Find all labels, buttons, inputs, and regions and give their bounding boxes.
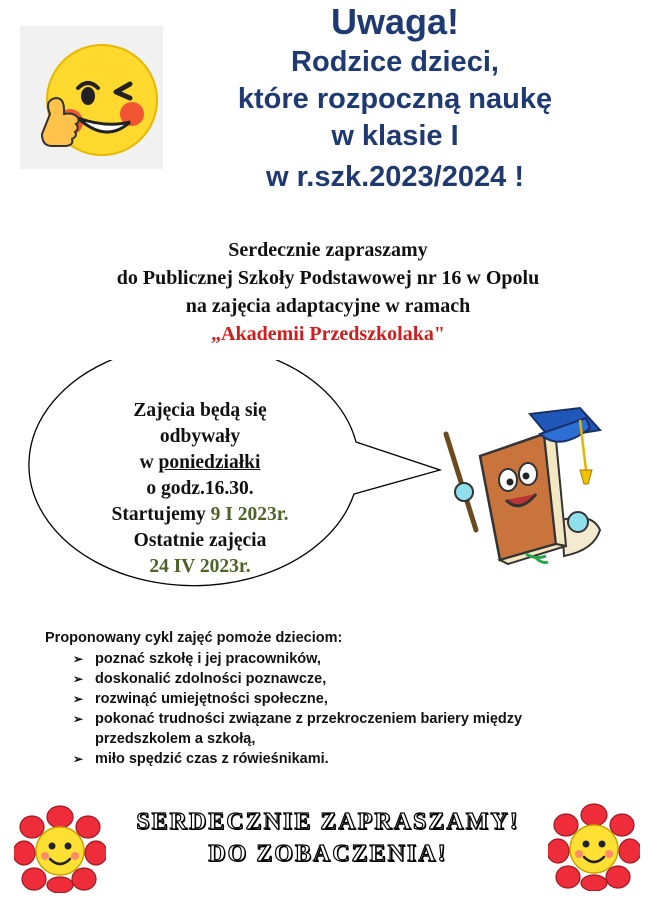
schedule-line-3 [80, 450, 320, 476]
closing-line-2: DO ZOBACZENIA! [208, 841, 448, 867]
academy-name: „Akademii Przedszkolaka" [211, 323, 445, 345]
schedule-line-2: odbywały [159, 426, 241, 447]
closing-message [90, 806, 566, 870]
header-line-parents: Rodzice dzieci, [291, 46, 499, 78]
invite-line-2: do Publicznej Szkoły Podstawowej nr 16 w Opolu [116, 267, 540, 289]
header-line-class: w klasie I [331, 120, 459, 152]
list-item: ➢ poznać szkołę i jej pracowników, [73, 651, 321, 667]
announcement-header [150, 0, 640, 197]
invite-line-3: na zajęcia adaptacyjne w ramach [185, 295, 471, 317]
schedule-time: o godz.16.30. [146, 478, 254, 499]
benefits-list [45, 628, 565, 769]
arrowhead-bullet-icon: ➢ [73, 672, 84, 686]
start-label: Startujemy [111, 504, 211, 525]
header-line-year: w r.szk.2023/2024 ! [266, 161, 524, 193]
schedule-prefix: w [139, 452, 159, 473]
invite-line-1: Serdecznie zapraszamy [228, 239, 428, 261]
closing-line-1: SERDECZNIE ZAPRASZAMY! [136, 809, 520, 835]
start-date-line [80, 502, 320, 528]
schedule-text [80, 398, 320, 580]
arrowhead-bullet-icon: ➢ [73, 692, 84, 706]
arrowhead-bullet-icon: ➢ [73, 712, 84, 726]
start-date: 9 I 2023r. [210, 504, 289, 525]
list-item: ➢ pokonać trudności związane z przekroczeniem bariery między przedszkolem a szkołą, [73, 711, 523, 747]
list-item: ➢ miło spędzić czas z rówieśnikami. [73, 751, 329, 767]
book-mascot-icon [440, 404, 612, 566]
invitation-text [0, 236, 656, 348]
winking-emoji-icon [20, 26, 163, 169]
schedule-line-1: Zajęcia będą się [133, 400, 267, 421]
list-item: ➢ rozwinąć umiejętności społeczne, [73, 691, 328, 707]
last-class-date: 24 IV 2023r. [149, 556, 251, 577]
last-class-label: Ostatnie zajęcia [133, 530, 267, 551]
header-line-start: które rozpoczną naukę [237, 83, 553, 115]
list-item: ➢ doskonalić zdolności poznawcze, [73, 671, 327, 687]
benefits-intro: Proponowany cykl zajęć pomoże dzieciom: [45, 630, 343, 646]
schedule-day: poniedziałki [158, 452, 261, 473]
header-title: Uwaga! [330, 1, 460, 42]
arrowhead-bullet-icon: ➢ [73, 652, 84, 666]
arrowhead-bullet-icon: ➢ [73, 752, 84, 766]
